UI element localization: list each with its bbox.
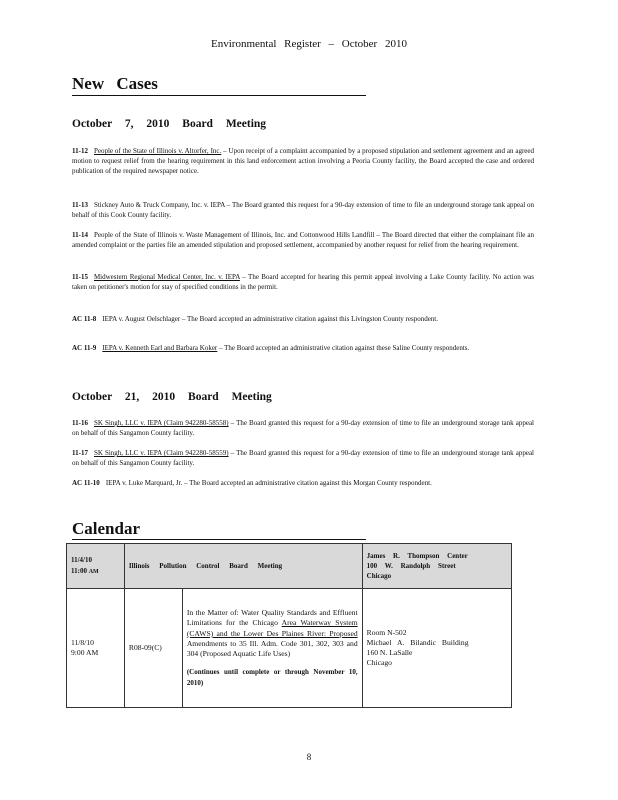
date-cell [67, 589, 125, 708]
case-party: SK Singh, LLC v. IEPA (Claim 942280-58559) [93, 449, 229, 457]
location-line: Michael A. Bilandic Building [366, 637, 469, 647]
location-line: 160 N. LaSalle [366, 648, 413, 657]
meeting-heading-2: October 21, 2010 Board Meeting [72, 391, 272, 403]
case-text: – The Board accepted an administrative citation against these Saline County respondents. [217, 344, 470, 352]
event-ampm: AM [88, 568, 99, 575]
event-description: In the Matter of: Water Quality Standards and Effluent Limitations for the Chicago Area Waterway System (CAWS) and the Lower Des Plaines River: Proposed Amendments to 35 Ill. Adm. Code 301, 302, 303 and 304 (Proposed Aquatic Life Uses) [186, 608, 358, 659]
docket-cell: R08-09(C) [124, 589, 182, 708]
case-entry [72, 272, 534, 292]
case-text: – The Board granted this request for a 90-day extension of time to file an underground storage tank appeal on behalf of this Sangamon County facility. [72, 449, 534, 468]
case-text: IEPA v. Luke Marquard, Jr. – The Board accepted an administrative citation against this Morgan County respondent. [105, 479, 432, 487]
case-number: 11-12 [72, 147, 88, 155]
case-number: 11-14 [72, 231, 88, 239]
page-number: 8 [306, 752, 312, 762]
date-cell [67, 544, 125, 589]
title-underline [72, 95, 366, 96]
case-number: 11-15 [72, 273, 88, 281]
case-party: SK Singh, LLC v. IEPA (Claim 942280-58558) [93, 419, 229, 427]
case-entry [72, 478, 534, 488]
table-row [67, 544, 512, 589]
calendar-title: Calendar [72, 519, 140, 538]
case-text: – Upon receipt of a complaint accompanied by a proposed stipulation and settlement agreement and an agreed motion to request relief from the hearing requirement in this land enforcement action involving a Peoria County facility, the Board accepted the case and ordered publication of the required newspaper notice. [72, 147, 534, 176]
table-row [67, 589, 512, 708]
event-time: 11:00 [71, 566, 87, 575]
event-time: 9:00 AM [71, 648, 99, 657]
case-party: People of the State of Illinois v. Altorfer, Inc. [93, 147, 222, 155]
case-text: – The Board granted this request for a 90-day extension of time to file an underground storage tank appeal on behalf of this Sangamon County facility. [72, 419, 534, 438]
location-line: Room N-502 [366, 627, 407, 637]
case-entry [72, 418, 534, 438]
case-text: People of the State of Illinois v. Waste Management of Illinois, Inc. and Cottonwood Hills Landfill – The Board directed that either the complainant file an amended complaint or the parties file an amended stipulation and proposed settlement, accompanied by another request for relief from the hearing requirement. [72, 231, 534, 250]
event-date: 11/8/10 [71, 637, 94, 647]
case-party: Midwestern Regional Medical Center, Inc. v. IEPA [93, 273, 240, 281]
calendar-table [66, 543, 512, 708]
meeting-heading-1: October 7, 2010 Board Meeting [72, 118, 267, 130]
location-line: 100 W. Randolph Street [366, 561, 456, 570]
description-cell [182, 589, 362, 708]
event-date: 11/4/10 [71, 556, 93, 565]
case-text: – The Board accepted for hearing this permit appeal involving a Lake County facility. No action was taken on petitioner's motion for stay of specified conditions in the permit. [72, 273, 534, 292]
location-line: James R. Thompson Center [366, 551, 468, 560]
case-number: 11-13 [72, 201, 88, 209]
case-text: IEPA v. August Oelschlager – The Board accepted an administrative citation against this Livingston County respondent. [102, 315, 438, 323]
event-note: (Continues until complete or through November 10, 2010) [186, 668, 358, 687]
location-cell [362, 544, 511, 589]
location-line: Chicago [366, 658, 392, 668]
case-number: 11-17 [72, 449, 88, 457]
case-number: AC 11-10 [72, 479, 100, 487]
new-cases-title: New Cases [72, 74, 158, 93]
case-entry [72, 343, 534, 353]
location-line: Chicago [366, 572, 392, 581]
page-header: Environmental Register – October 2010 [211, 38, 407, 50]
case-entry [72, 314, 534, 324]
case-number: 11-16 [72, 419, 88, 427]
case-party: IEPA v. Kenneth Earl and Barbara Koker [102, 344, 218, 352]
case-entry [72, 200, 534, 220]
case-number: AC 11-8 [72, 315, 97, 323]
calendar-underline [72, 539, 366, 540]
case-entry [72, 146, 534, 177]
case-number: AC 11-9 [72, 344, 97, 352]
case-text: Stickney Auto & Truck Company, Inc. v. IEPA – The Board granted this request for a 90-day extension of time to file an underground storage tank appeal on behalf of this Cook County facility. [72, 201, 534, 220]
location-cell [362, 589, 511, 708]
case-entry [72, 448, 534, 468]
docket-cell: Illinois Pollution Control Board Meeting [124, 544, 362, 589]
case-entry [72, 230, 534, 250]
